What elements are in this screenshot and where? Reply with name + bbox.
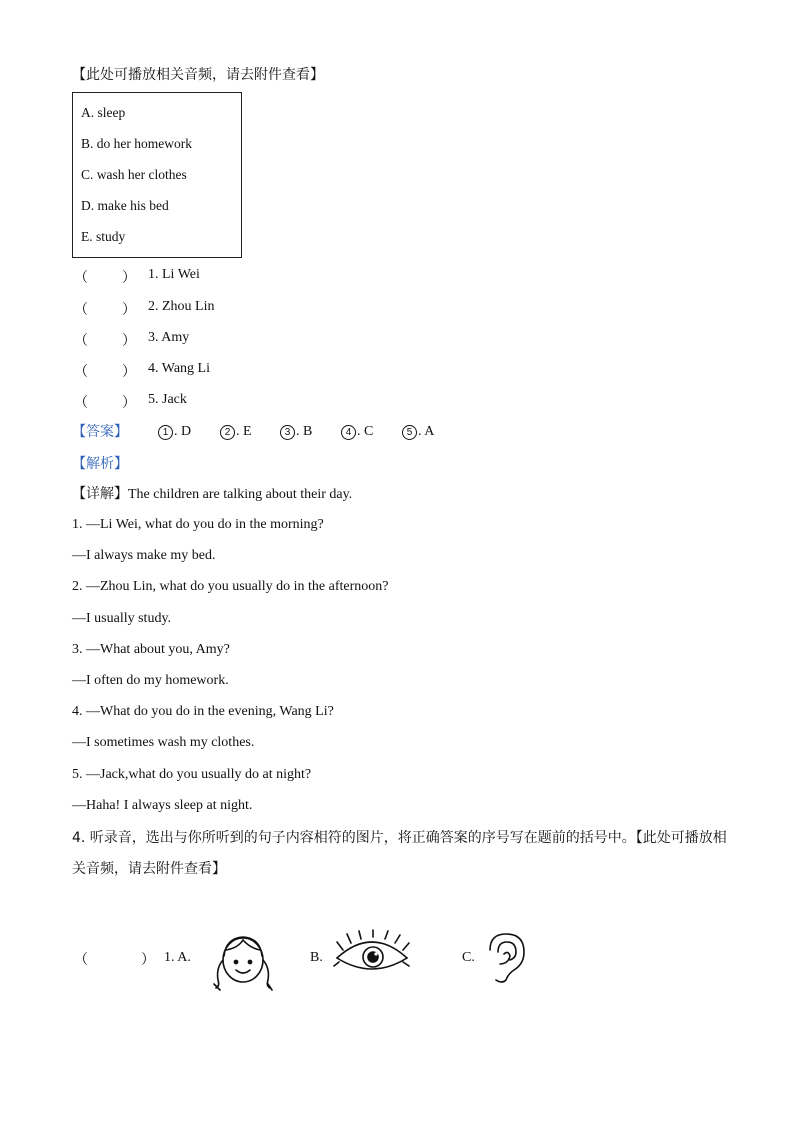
option-e: E. study	[81, 229, 126, 244]
option-d: D. make his bed	[81, 198, 169, 213]
script-line: 2. —Zhou Lin, what do you usually do in the afternoon?	[72, 579, 389, 594]
script-line: —I often do my homework.	[72, 673, 229, 688]
script-line: 1. —Li Wei, what do you do in the morning?	[72, 517, 324, 532]
answer-paren-open: （	[74, 364, 88, 380]
script-line: —I usually study.	[72, 611, 172, 626]
answer-paren-close: ）	[122, 270, 136, 286]
answer-paren-close: ）	[122, 302, 136, 318]
eye-icon	[333, 930, 411, 982]
script-line: —I sometimes wash my clothes.	[72, 735, 255, 750]
answer-label: 【答案】	[72, 424, 128, 440]
answer-item-5	[402, 424, 434, 440]
answer-paren-open: （	[74, 302, 88, 318]
script-line: 3. —What about you, Amy?	[72, 642, 230, 657]
question-text: 3. Amy	[148, 330, 190, 345]
circled-number: 2	[220, 425, 235, 440]
question-text: 1. Li Wei	[148, 267, 200, 282]
option-b: B. do her homework	[81, 136, 192, 151]
answer-paren-open: （	[74, 333, 88, 349]
detail-label: 【详解】	[72, 486, 128, 502]
answer-paren-close: ）	[141, 952, 155, 968]
ear-icon	[482, 930, 530, 984]
answer-paren-close: ）	[122, 395, 136, 411]
question-text: 4. Wang Li	[148, 361, 210, 376]
answer-paren-open: （	[74, 952, 88, 968]
answer-value: . A	[418, 424, 435, 439]
answer-value: . D	[174, 424, 192, 439]
circled-number: 4	[341, 425, 356, 440]
answer-value: . B	[296, 424, 313, 439]
answer-item-2	[220, 424, 252, 440]
answer-item-3	[280, 424, 312, 440]
script-line: 4. —What do you do in the evening, Wang Li?	[72, 704, 334, 719]
circled-number: 3	[280, 425, 295, 440]
detail-line	[72, 485, 352, 504]
question-text: 5. Jack	[148, 392, 187, 407]
answer-paren-open: （	[74, 395, 88, 411]
option-c: C. wash her clothes	[81, 167, 187, 182]
answer-value: . E	[236, 424, 252, 439]
detail-intro: The children are talking about their day.	[128, 487, 353, 502]
circled-number: 1	[158, 425, 173, 440]
answer-item-1	[158, 424, 191, 440]
script-line: —I always make my bed.	[72, 548, 216, 563]
answer-paren-open: （	[74, 270, 88, 286]
answer-paren-close: ）	[122, 364, 136, 380]
q4-instruction-line2: 关音频，请去附件查看】	[72, 861, 226, 877]
q4-option-b: B.	[310, 950, 323, 965]
analysis-label: 【解析】	[72, 456, 128, 472]
girl-face-icon	[208, 928, 278, 990]
script-line: 5. —Jack,what do you usually do at night?	[72, 767, 312, 782]
q4-instruction-line1: 4. 听录音，选出与你所听到的句子内容相符的图片，将正确答案的序号写在题前的括号中。【此处可播放相	[72, 830, 727, 846]
answer-paren-close: ）	[122, 333, 136, 349]
q4-option-c: C.	[462, 950, 475, 965]
circled-number: 5	[402, 425, 417, 440]
option-a: A. sleep	[81, 105, 126, 120]
answer-value: . C	[357, 424, 374, 439]
script-line: —Haha! I always sleep at night.	[72, 798, 253, 813]
options-box	[72, 92, 242, 258]
q4-item-label: 1. A.	[164, 950, 191, 965]
answer-item-4	[341, 424, 373, 440]
audio-note: 【此处可播放相关音频，请去附件查看】	[72, 67, 324, 83]
question-text: 2. Zhou Lin	[148, 299, 215, 314]
